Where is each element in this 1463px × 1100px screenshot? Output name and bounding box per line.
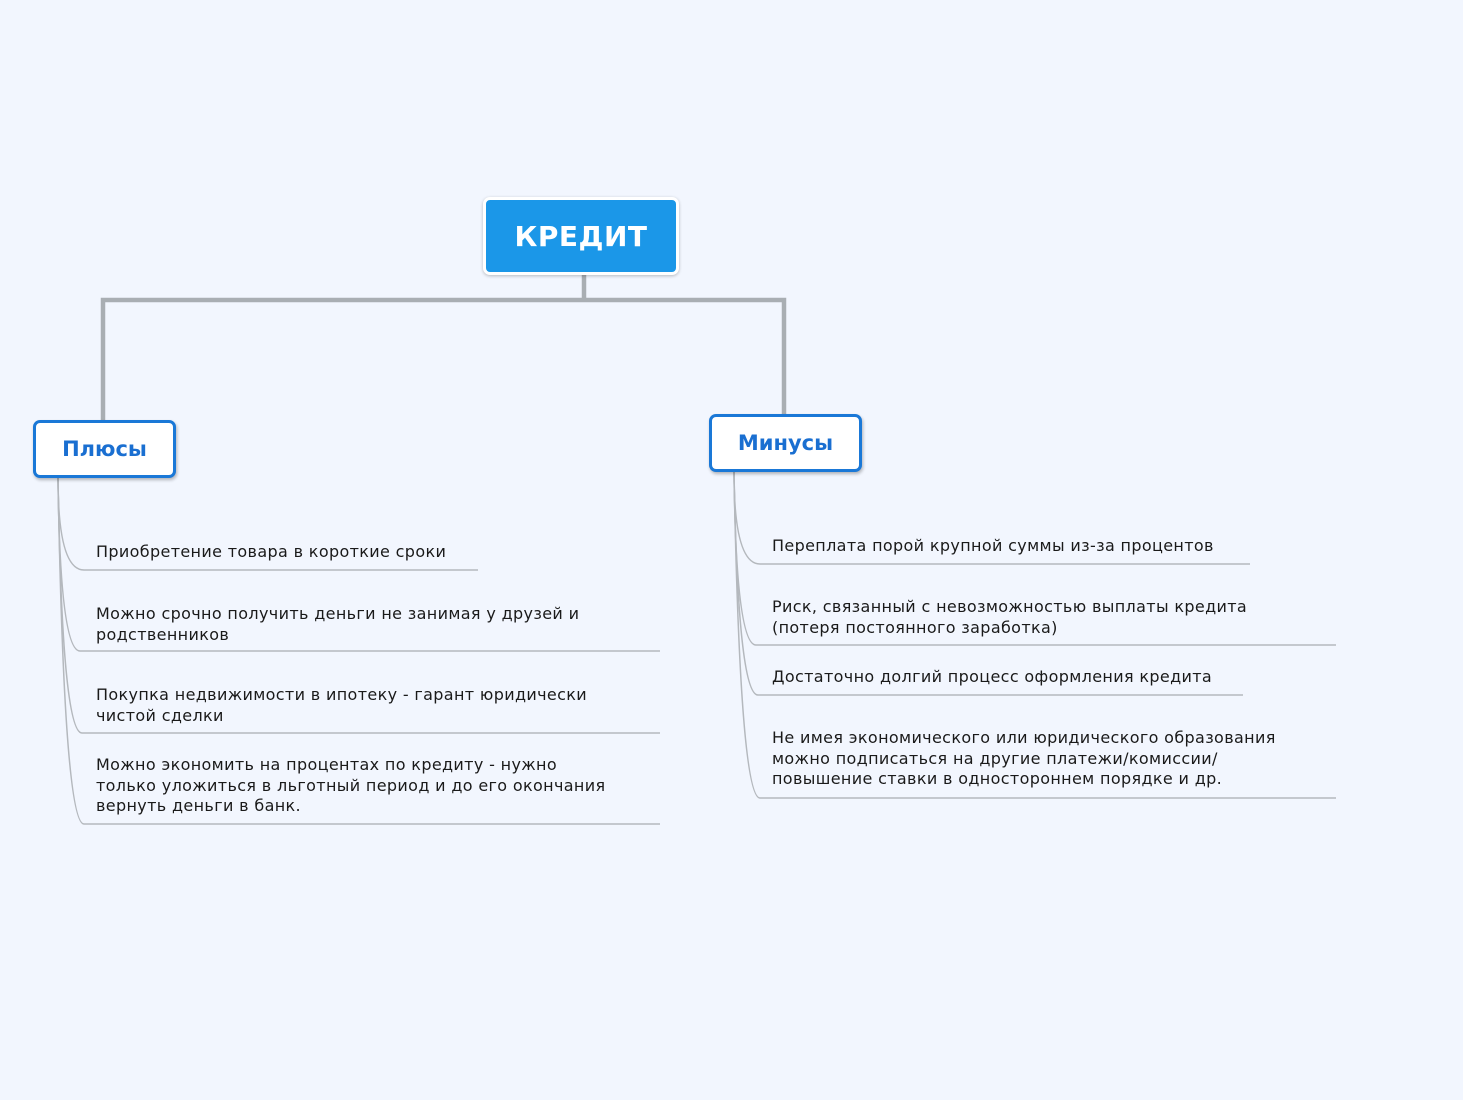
root-connector — [103, 275, 784, 420]
cons-topic-1[interactable] — [772, 536, 1332, 557]
root-label: КРЕДИТ — [514, 219, 648, 253]
cons-topic-2-text: Риск, связанный с невозможностью выплаты кредита (потеря постоянного заработка) — [772, 597, 1248, 637]
cons-connector-3 — [734, 472, 1243, 695]
pros-topic-3-text: Покупка недвижимости в ипотеку - гарант юридически чистой сделки — [96, 685, 588, 725]
cons-topic-3[interactable] — [772, 667, 1332, 688]
branch-node-pros[interactable] — [33, 420, 176, 478]
pros-topic-1-text: Приобретение товара в короткие сроки — [96, 542, 447, 561]
pros-topic-4-text: Можно экономить на процентах по кредиту - нужно только уложиться в льготный период и до его окончания вернуть деньги в банк. — [96, 755, 606, 815]
pros-topic-2[interactable] — [96, 604, 656, 645]
pros-topic-2-text: Можно срочно получить деньги не занимая у друзей и родственников — [96, 604, 580, 644]
pros-topic-1[interactable] — [96, 542, 656, 563]
branch-node-cons[interactable] — [709, 414, 862, 472]
cons-topic-4[interactable] — [772, 728, 1332, 790]
branch-cons-label: Минусы — [737, 431, 834, 455]
cons-topic-1-text: Переплата порой крупной суммы из-за процентов — [772, 536, 1214, 555]
pros-topic-4[interactable] — [96, 755, 656, 817]
cons-topic-4-text: Не имея экономического или юридического образования можно подписаться на другие платежи/комиссии/ повышение ставки в одностороннем порядке и др. — [772, 728, 1276, 788]
pros-topic-3[interactable] — [96, 685, 656, 726]
cons-topic-3-text: Достаточно долгий процесс оформления кредита — [772, 667, 1213, 686]
root-node-credit[interactable] — [483, 197, 679, 275]
cons-topic-2[interactable] — [772, 597, 1332, 638]
branch-pros-label: Плюсы — [62, 437, 147, 461]
